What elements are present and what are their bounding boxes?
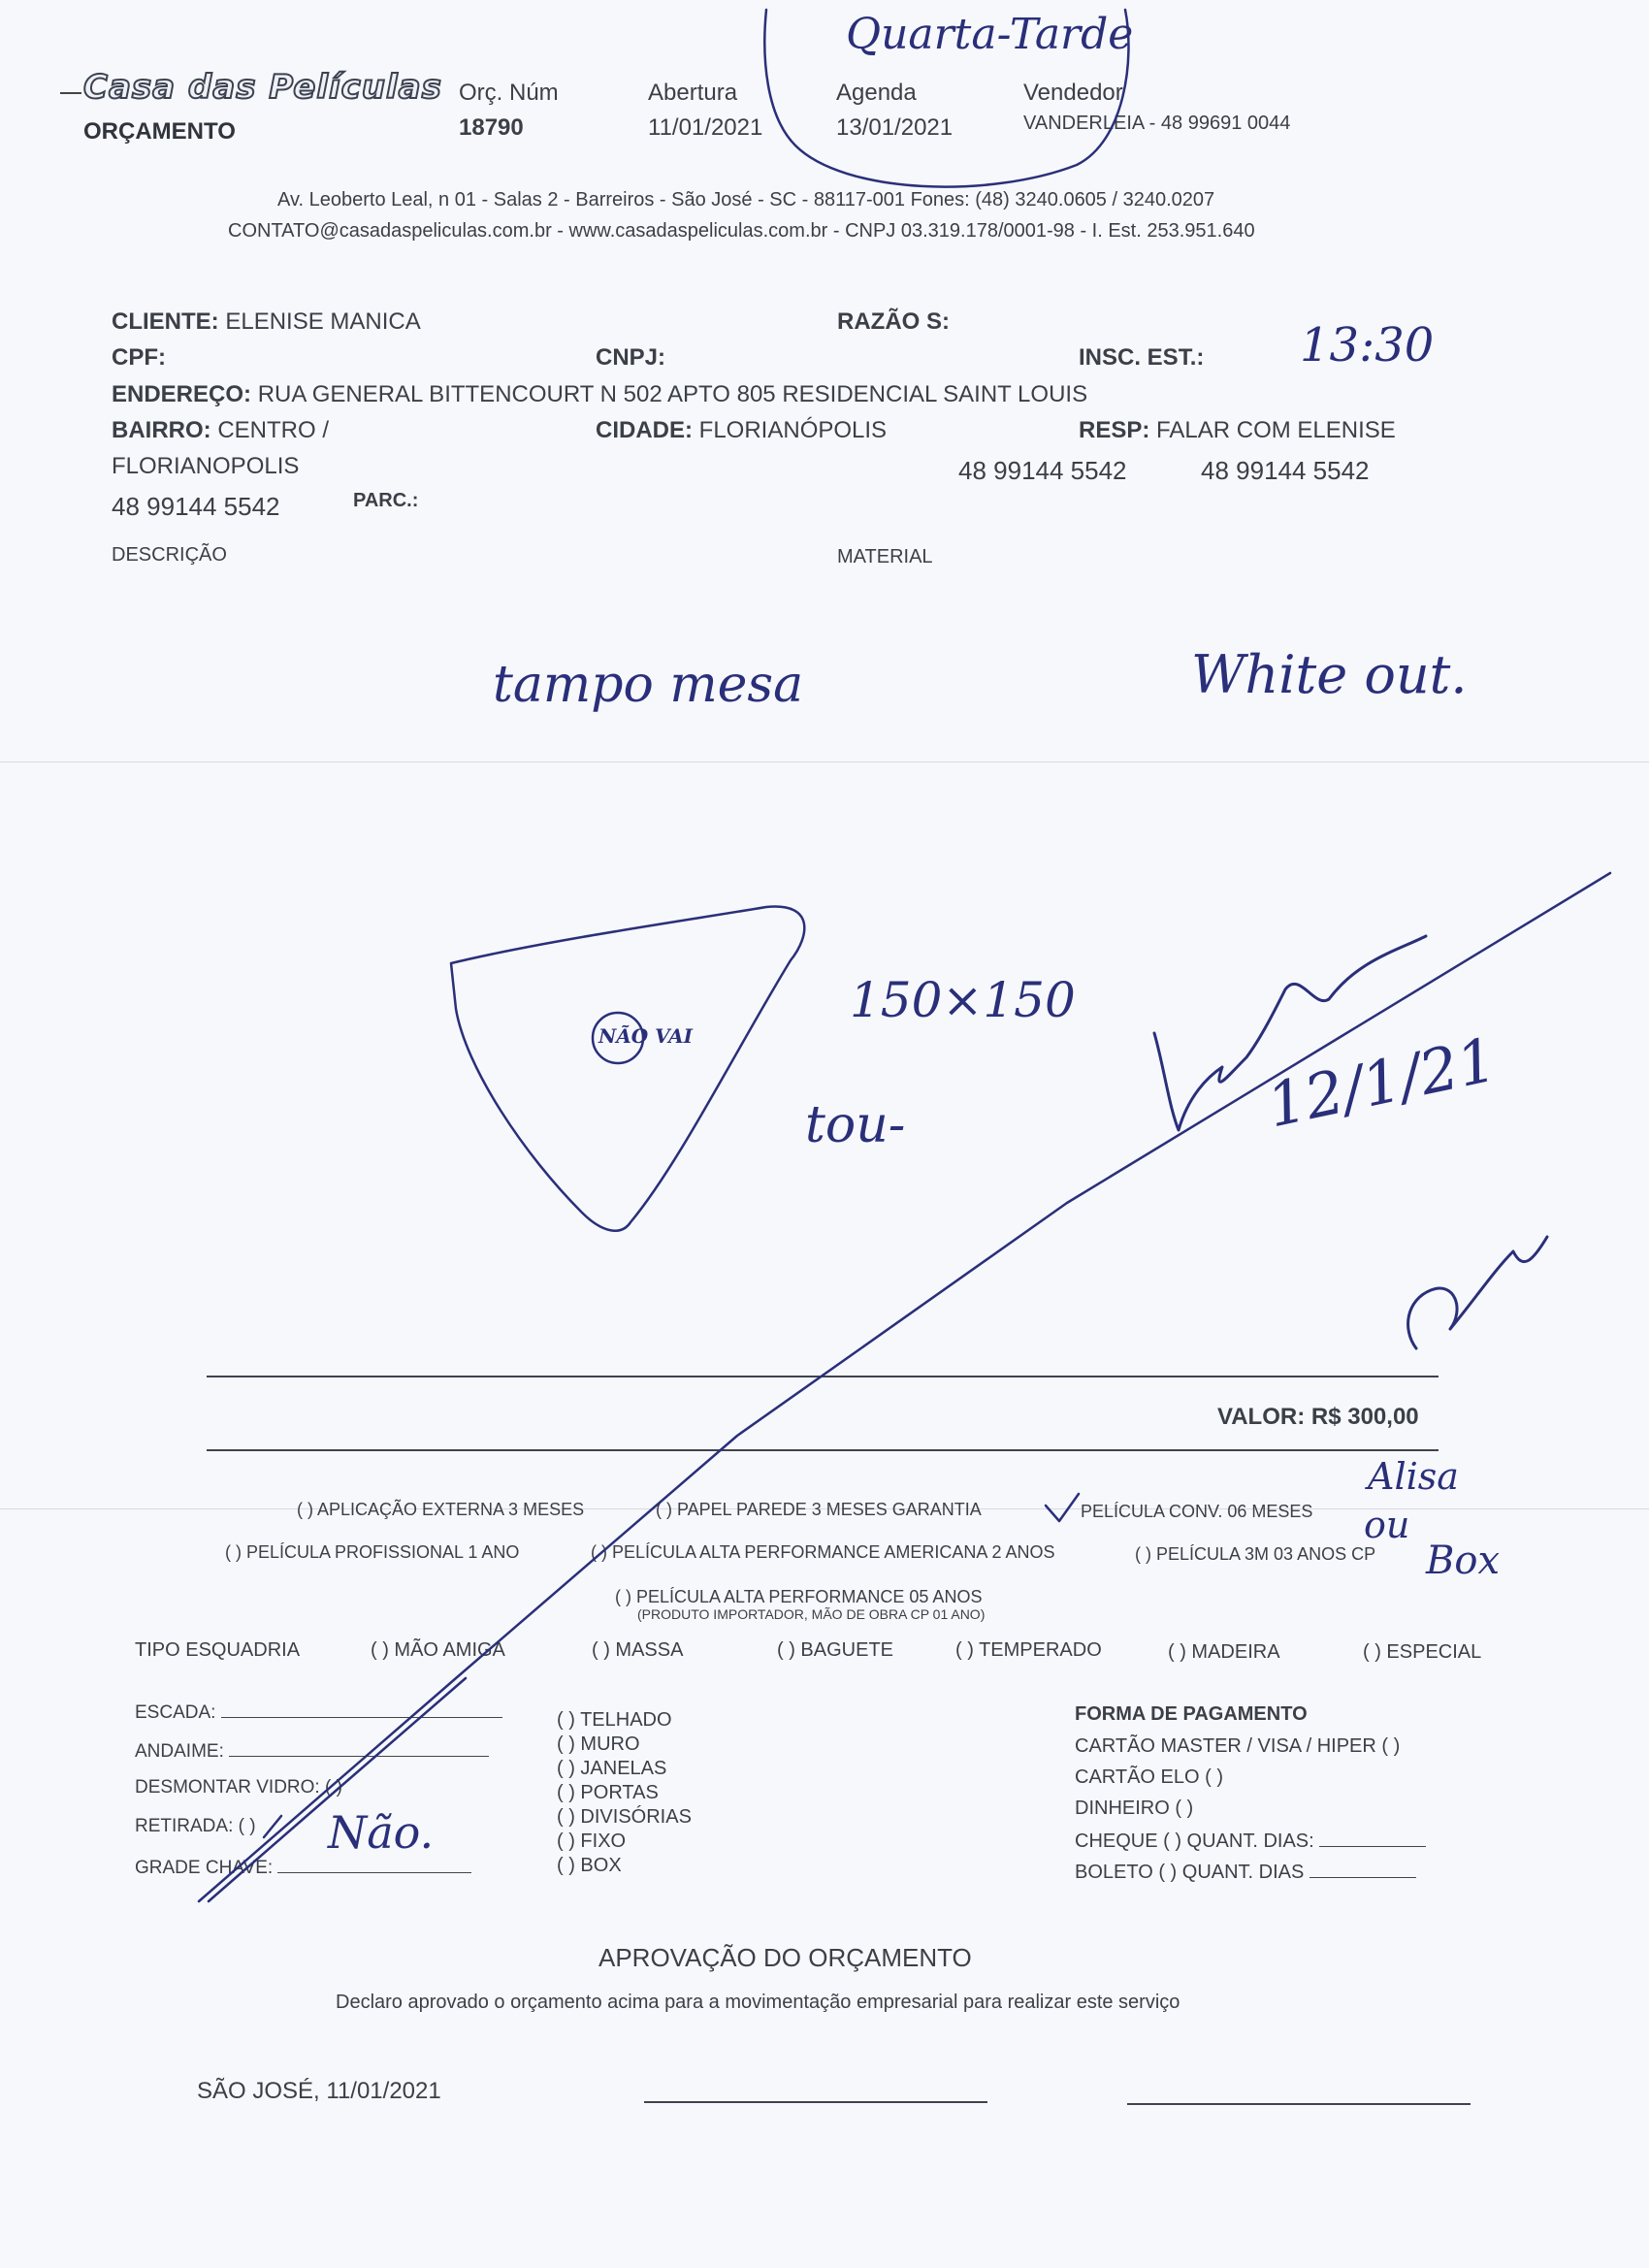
approval-title: APROVAÇÃO DO ORÇAMENTO: [598, 1943, 972, 1972]
pagamento-dinheiro[interactable]: DINHEIRO ( ): [1075, 1798, 1194, 1819]
agenda-value: 13/01/2021: [836, 114, 954, 141]
descricao-label: DESCRIÇÃO: [112, 544, 227, 566]
option-alta-performance-note: (PRODUTO IMPORTADOR, MÃO DE OBRA CP 01 ANO): [637, 1606, 986, 1622]
handwritten-side-note-3: Box: [1426, 1539, 1501, 1583]
local-telhado[interactable]: ( ) TELHADO: [557, 1709, 672, 1731]
esquadria-especial[interactable]: ( ) ESPECIAL: [1363, 1641, 1482, 1663]
cidade-label: CIDADE:: [596, 417, 693, 443]
valor-amount: R$ 300,00: [1310, 1404, 1419, 1430]
handwritten-side-note-1: Alisa: [1368, 1455, 1459, 1498]
grade-chave-label: GRADE CHAVE:: [135, 1858, 274, 1878]
pagamento-boleto[interactable]: [1075, 1860, 1416, 1884]
pagamento-cartao-master[interactable]: CARTÃO MASTER / VISA / HIPER ( ): [1075, 1735, 1401, 1757]
option-pelicula-conv[interactable]: PELÍCULA CONV. 06 MESES: [1081, 1502, 1313, 1521]
approval-statement: Declaro aprovado o orçamento acima para a movimentação empresarial para realizar este serviço: [336, 1992, 1180, 2013]
material-label: MATERIAL: [837, 546, 933, 567]
cheque-dias-blank[interactable]: [1319, 1829, 1426, 1847]
local-janelas[interactable]: ( ) JANELAS: [557, 1758, 667, 1779]
boleto-label: BOLETO ( ) QUANT. DIAS: [1075, 1862, 1305, 1883]
handwritten-time: 13:30: [1300, 318, 1435, 373]
orc-num-value: 18790: [459, 114, 524, 141]
cidade-value: FLORIANÓPOLIS: [698, 417, 888, 443]
vendedor-label: Vendedor: [1023, 80, 1123, 106]
esquadria-massa[interactable]: ( ) MASSA: [592, 1639, 684, 1661]
approval-place-date: SÃO JOSÉ, 11/01/2021: [197, 2078, 441, 2104]
bairro-label: BAIRRO:: [112, 417, 211, 443]
company-address: Av. Leoberto Leal, n 01 - Salas 2 - Barreiros - São José - SC - 88117-001 Fones: (48) 3240.0605 / 3240.0207: [277, 189, 1215, 211]
escada-field[interactable]: [135, 1700, 502, 1724]
razao-label: RAZÃO S:: [837, 308, 950, 335]
signature-line-client[interactable]: [1127, 2103, 1471, 2105]
company-logo: Casa das Películas: [83, 68, 442, 107]
cliente-label: CLIENTE:: [112, 308, 219, 335]
handwritten-nao: Não.: [328, 1806, 435, 1859]
company-contact: CONTATO@casadaspeliculas.com.br - www.casadaspeliculas.com.br - CNPJ 03.319.178/0001-98 - I. Est. 253.951.640: [228, 220, 1255, 242]
signature-line-company[interactable]: [644, 2101, 987, 2103]
bairro-row: [112, 417, 329, 444]
cpf-label: CPF:: [112, 344, 166, 371]
escada-label: ESCADA:: [135, 1702, 216, 1723]
abertura-value: 11/01/2021: [648, 114, 763, 141]
cliente-row: [112, 308, 421, 336]
table-shape-sketch: [451, 907, 804, 1231]
phone-2: 48 99144 5542: [1201, 456, 1370, 485]
endereco-row: [112, 381, 1087, 408]
signature-scribble-lower: [1408, 1237, 1547, 1348]
orc-num-label: Orç. Núm: [459, 80, 559, 106]
document-type: ORÇAMENTO: [83, 118, 236, 145]
local-divisorias[interactable]: ( ) DIVISÓRIAS: [557, 1806, 692, 1828]
bairro-value: CENTRO /: [217, 417, 329, 443]
boleto-dias-blank[interactable]: [1310, 1860, 1416, 1878]
resp-label: RESP:: [1079, 417, 1150, 443]
cheque-label: CHEQUE ( ) QUANT. DIAS:: [1075, 1831, 1314, 1852]
phone-3: 48 99144 5542: [112, 492, 280, 521]
endereco-label: ENDEREÇO:: [112, 381, 252, 407]
escada-blank[interactable]: [221, 1700, 502, 1718]
esquadria-temperado[interactable]: ( ) TEMPERADO: [955, 1639, 1102, 1661]
option-pelicula-profissional[interactable]: ( ) PELÍCULA PROFISSIONAL 1 ANO: [225, 1542, 520, 1562]
option-pelicula-3m[interactable]: ( ) PELÍCULA 3M 03 ANOS CP: [1135, 1544, 1376, 1564]
agenda-label: Agenda: [836, 80, 917, 106]
esquadria-madeira[interactable]: ( ) MADEIRA: [1168, 1641, 1280, 1663]
resp-row: [1079, 417, 1396, 444]
pagamento-title: FORMA DE PAGAMENTO: [1075, 1703, 1308, 1725]
option-papel-parede[interactable]: ( ) PAPEL PAREDE 3 MESES GARANTIA: [656, 1500, 982, 1519]
valor-upper-rule: [207, 1376, 1439, 1377]
valor-row: [1217, 1404, 1419, 1431]
handwritten-tampo-mesa: tampo mesa: [493, 656, 804, 714]
handwritten-side-note-2: ou: [1364, 1504, 1410, 1546]
cidade-row: [596, 417, 887, 444]
handwritten-white-out: White out.: [1191, 644, 1468, 705]
phone-1: 48 99144 5542: [958, 456, 1127, 485]
handwritten-date: 12/1/21: [1261, 1023, 1503, 1142]
cnpj-label: CNPJ:: [596, 344, 666, 371]
bairro-value-continued: FLORIANOPOLIS: [112, 453, 300, 479]
resp-value: FALAR COM ELENISE: [1156, 417, 1396, 443]
local-portas[interactable]: ( ) PORTAS: [557, 1782, 659, 1803]
paper-fold-line: [0, 761, 1649, 762]
vendedor-value: VANDERLEIA - 48 99691 0044: [1023, 113, 1291, 134]
pagamento-cartao-elo[interactable]: CARTÃO ELO ( ): [1075, 1766, 1223, 1788]
cliente-value: ELENISE MANICA: [225, 308, 421, 335]
handwritten-quarta-tarde: Quarta-Tarde: [846, 10, 1134, 59]
andaime-field[interactable]: [135, 1738, 489, 1763]
handwritten-tou: tou-: [805, 1096, 906, 1154]
local-fixo[interactable]: ( ) FIXO: [557, 1831, 627, 1852]
pelicula-conv-checkmark: [1046, 1494, 1079, 1521]
logo-dash: [60, 92, 81, 94]
option-alta-performance-05[interactable]: ( ) PELÍCULA ALTA PERFORMANCE 05 ANOS: [615, 1587, 983, 1606]
abertura-label: Abertura: [648, 80, 738, 106]
andaime-blank[interactable]: [229, 1738, 489, 1757]
option-aplicacao-externa[interactable]: ( ) APLICAÇÃO EXTERNA 3 MESES: [297, 1500, 585, 1519]
option-alta-performance-americana[interactable]: ( ) PELÍCULA ALTA PERFORMANCE AMERICANA 2 ANOS: [591, 1542, 1055, 1562]
local-muro[interactable]: ( ) MURO: [557, 1733, 640, 1755]
retirada-slash-mark: [264, 1816, 281, 1837]
pagamento-cheque[interactable]: [1075, 1829, 1426, 1853]
retirada-option[interactable]: RETIRADA: ( ): [135, 1816, 256, 1836]
local-box[interactable]: ( ) BOX: [557, 1855, 622, 1876]
handwritten-dimensions: 150×150: [850, 972, 1076, 1028]
valor-label: VALOR:: [1217, 1404, 1306, 1430]
handwritten-nao-vai: NÃO VAI: [598, 1024, 694, 1048]
andaime-label: ANDAIME:: [135, 1741, 224, 1762]
esquadria-baguete[interactable]: ( ) BAGUETE: [777, 1639, 894, 1661]
parc-label: PARC.:: [353, 490, 419, 511]
tipo-esquadria-label: TIPO ESQUADRIA: [135, 1639, 301, 1661]
esquadria-mao-amiga[interactable]: ( ) MÃO AMIGA: [371, 1639, 505, 1661]
insc-est-label: INSC. EST.:: [1079, 344, 1205, 371]
valor-lower-rule: [207, 1449, 1439, 1451]
endereco-value: RUA GENERAL BITTENCOURT N 502 APTO 805 RESIDENCIAL SAINT LOUIS: [257, 381, 1088, 407]
desmontar-vidro-option[interactable]: DESMONTAR VIDRO: ( ): [135, 1777, 342, 1798]
